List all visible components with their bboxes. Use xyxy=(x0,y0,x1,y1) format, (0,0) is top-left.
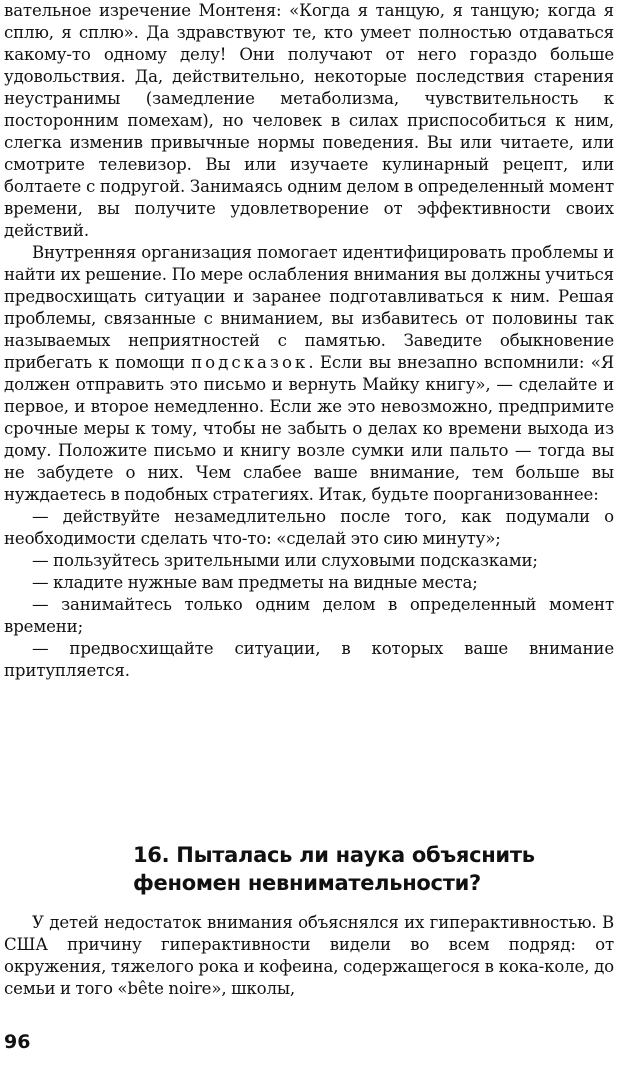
paragraph-1: вательное изречение Монтеня: «Когда я танцую, я танцую; когда я сплю, я сплю». Да здравствуют те, кто умеет полностью отдаваться какому-то одному делу! Они получают от него гораздо больше удовольствия. Да, действительно, некоторые последствия старения неустранимы (замедление метаболизма, чувствительность к посторонним помехам), но человек в силах приспособиться к ним, слегка изменив привычные нормы поведения. Вы или читаете, или смотрите телевизор. Вы или изучаете кулинарный рецепт, или болтаете с подругой. Занимаясь одним делом в определенный момент времени, вы получите удовлетворение от эффективности своих действий. xyxy=(4,1,614,240)
main-text-block xyxy=(4,0,614,682)
section-paragraph: У детей недостаток внимания объяснялся их гиперактивностью. В США причину гиперактивности видели во всем подряд: от окружения, тяжелого рока и кофеина, содержащегося в кока-коле, до семьи и того «bête noire», школы, xyxy=(4,913,614,998)
paragraph-2 xyxy=(4,242,614,506)
list-item: — предвосхищайте ситуации, в которых ваше внимание притупляется. xyxy=(4,639,614,680)
page-number: 96 xyxy=(4,1031,31,1053)
list-item: — действуйте незамедлительно после того, как подумали о необходимости сделать что-то: «сделай это сию минуту»; xyxy=(4,507,614,548)
paragraph-2-text-start: Внутренняя организация помогает идентифицировать проблемы и найти их решение. По мере ослабления внимания вы должны учиться предвосхищать ситуации и заранее подготавливаться к ним. Решая проблемы, связанные с вниманием, вы избавитесь от половины так называемых неприятностей с памятью. Заведите обыкновение прибегать к помощи xyxy=(4,243,614,372)
list-item: — пользуйтесь зрительными или слуховыми подсказками; xyxy=(32,551,538,570)
list-item: — занимайтесь только одним делом в определенный момент времени; xyxy=(4,595,614,636)
paragraph-2-text-end: . Если вы внезапно вспомнили: «Я должен отправить это письмо и вернуть Майку книгу», — сделайте и первое, и второе немедленно. Если же это невозможно, предпримите срочные меры к тому, чтобы не забыть о делах ко времени выхода из дому. Положите письмо и книгу возле сумки или пальто — тогда вы не забудете о них. Чем слабее ваше внимание, тем больше вы нуждаетесь в подобных стратегиях. Итак, будьте поорганизованнее: xyxy=(4,353,614,504)
section-heading: 16. Пыталась ли наука объяснить феномен невнимательности? xyxy=(133,843,535,895)
section-text-block xyxy=(4,912,614,1000)
spaced-word-hints: подсказок xyxy=(191,353,309,372)
list-item: — кладите нужные вам предметы на видные места; xyxy=(32,573,478,592)
